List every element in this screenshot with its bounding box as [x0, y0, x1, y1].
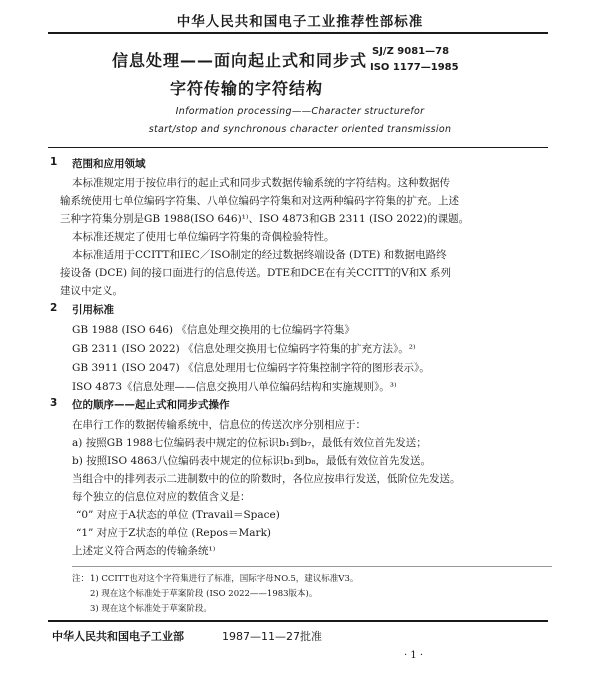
- reference-standard: ISO 4873《信息处理——信息交换用八单位编码结构和实施规则》。³⁾: [72, 381, 397, 393]
- notes-label: 注：: [72, 574, 90, 584]
- section1-number: 1: [50, 156, 58, 168]
- footer-divider: [48, 620, 548, 622]
- page-number: · 1 ·: [404, 650, 424, 661]
- section3-line: 当组合中的排列表示二进制数中的位的阶数时，各位应按串行发送，低阶位先发送。: [72, 473, 461, 485]
- footnote: 2) 现在这个标准处于草案阶段 (ISO 2022——1983版本)。: [90, 589, 318, 599]
- section1-title: 范围和应用领域: [72, 158, 146, 170]
- section1-line: 本标准适用于CCITT和IEC／ISO制定的经过数据终端设备 (DTE) 和数据电路终: [72, 249, 447, 261]
- standard-header-title: 中华人民共和国电子工业推荐性部标准: [176, 14, 424, 30]
- section1-line: 输系统使用七单位编码字符集、八单位编码字符集和对这两种编码字符集的扩充。上述: [60, 195, 459, 207]
- issuing-authority: 中华人民共和国电子工业部: [52, 630, 184, 643]
- section3-line: 在串行工作的数据传输系统中，信息位的传送次序分别相应于：: [72, 419, 366, 431]
- section1-line: 三种字符集分别是GB 1988(ISO 646)¹⁾、ISO 4873和GB 2311 (ISO 2022)的课题。: [60, 213, 470, 225]
- section3-line: 每个独立的信息位对应的数值含义是：: [72, 491, 251, 503]
- reference-standard: GB 2311 (ISO 2022) 《信息处理交换用七位编码字符集的扩充方法》。²⁾: [72, 343, 416, 355]
- section3-line: 上述定义符合两态的传输条统¹⁾: [72, 545, 216, 557]
- cn-title-line1: 信息处理——面向起止式和同步式: [112, 51, 368, 70]
- section3-number: 3: [50, 397, 58, 409]
- reference-standard: GB 3911 (ISO 2047) 《信息处理用七位编码字符集控制字符的图形表示》。: [72, 362, 430, 374]
- section3-line: a) 按照GB 1988七位编码表中规定的位标识b₁到b₇，最低有效位首先发送；: [72, 437, 427, 449]
- section3-line: “1” 对应于Z状态的单位 (Repos＝Mark): [76, 527, 272, 539]
- section1-line: 接设备 (DCE) 间的接口面进行的信息传送。DTE和DCE在有关CCITT的V和X 系列: [60, 267, 452, 279]
- section1-line: 建议中定义。: [60, 285, 123, 297]
- section2-number: 2: [50, 302, 58, 314]
- footnote: 3) 现在这个标准处于草案阶段。: [90, 604, 212, 614]
- section3-title: 位的顺序——起止式和同步式操作: [72, 399, 230, 411]
- title-divider: [48, 147, 548, 148]
- iso-standard-code: ISO 1177—1985: [370, 62, 459, 73]
- sj-standard-code: SJ/Z 9081—78: [372, 46, 450, 57]
- footnote: 1) CCITT也对这个字符集进行了标准，国际字母NO.5，建议标准V3。: [90, 574, 359, 584]
- section3-line: b) 按照ISO 4863八位编码表中规定的位标识b₁到b₈，最低有效位首先发送。: [72, 455, 432, 467]
- section2-title: 引用标准: [72, 304, 114, 316]
- approval-date: 1987—11—27批准: [222, 630, 322, 643]
- section1-line: 本标准还规定了使用七单位编码字符集的奇偶检验特性。: [72, 231, 335, 243]
- en-title-line1: Information processing——Character structurefor: [175, 106, 425, 117]
- header-divider: [48, 32, 548, 34]
- reference-standard: GB 1988 (ISO 646) 《信息处理交换用的七位编码字符集》: [72, 324, 355, 336]
- en-title-line2: start/stop and synchronous character oriented transmission: [148, 124, 452, 135]
- cn-title-line2: 字符传输的字符结构: [170, 79, 324, 98]
- section3-line: “0” 对应于A状态的单位 (Travail＝Space): [76, 509, 280, 521]
- section1-line: 本标准规定用于按位串行的起止式和同步式数据传输系统的字符结构。这种数据传: [72, 177, 450, 189]
- notes-divider: [72, 566, 552, 567]
